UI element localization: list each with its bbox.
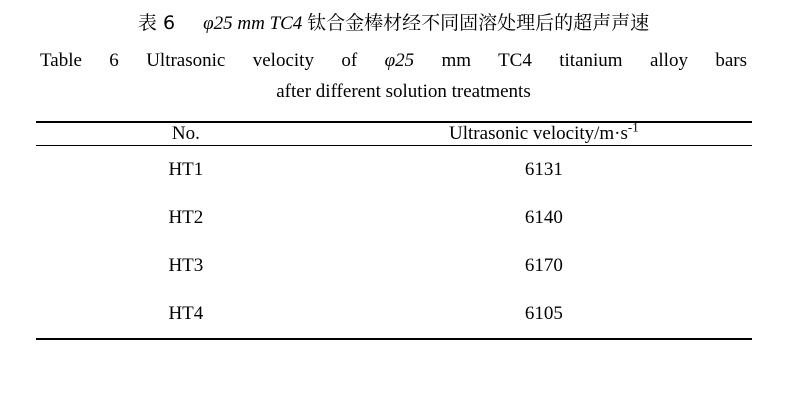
caption-en-word-9: bars [715, 50, 748, 71]
cell-velocity: 6105 [524, 303, 563, 324]
table-bottom-rule [36, 339, 752, 340]
caption-en-word-3: of [341, 50, 358, 71]
rule-cell [336, 339, 751, 340]
caption-english [34, 45, 753, 107]
column-header-velocity-exponent: -1 [627, 119, 639, 135]
cell-no: HT4 [168, 303, 204, 324]
column-header-no: No. [171, 123, 200, 144]
caption-chinese-label: 表 6 [137, 12, 176, 34]
caption-en-word-1: Ultrasonic [146, 50, 226, 71]
cell-no: HT2 [168, 207, 204, 228]
cell-velocity: 6140 [524, 207, 563, 228]
table-row [36, 146, 752, 194]
table-row [36, 242, 752, 290]
caption-english-line2: after different solution treatments [276, 81, 531, 102]
caption-en-word-6: TC4 [498, 50, 532, 71]
caption-chinese-text: 钛合金棒材经不同固溶处理后的超声声速 [307, 12, 650, 34]
column-header-velocity [336, 119, 751, 146]
cell-no: HT3 [168, 255, 204, 276]
caption-english-line1 [34, 45, 753, 76]
caption-en-word-5: mm [441, 50, 472, 71]
table-header-row [36, 123, 752, 146]
caption-block [0, 0, 787, 107]
caption-english-label: Table 6 [40, 50, 119, 71]
caption-en-word-7: titanium [559, 50, 623, 71]
caption-en-word-8: alloy [649, 50, 688, 71]
rule-cell [36, 339, 337, 340]
caption-chinese-diameter: φ25 mm TC4 [203, 13, 308, 34]
column-header-velocity-text: Ultrasonic velocity/m·s [449, 123, 628, 144]
caption-en-word-4: φ25 [384, 50, 415, 71]
ultrasonic-velocity-table [36, 121, 752, 340]
caption-en-word-2: velocity [252, 50, 314, 71]
cell-velocity: 6131 [524, 159, 563, 180]
cell-velocity: 6170 [524, 255, 563, 276]
table-row [36, 194, 752, 242]
cell-no: HT1 [168, 159, 204, 180]
caption-chinese [34, 8, 753, 39]
table-row [36, 290, 752, 339]
